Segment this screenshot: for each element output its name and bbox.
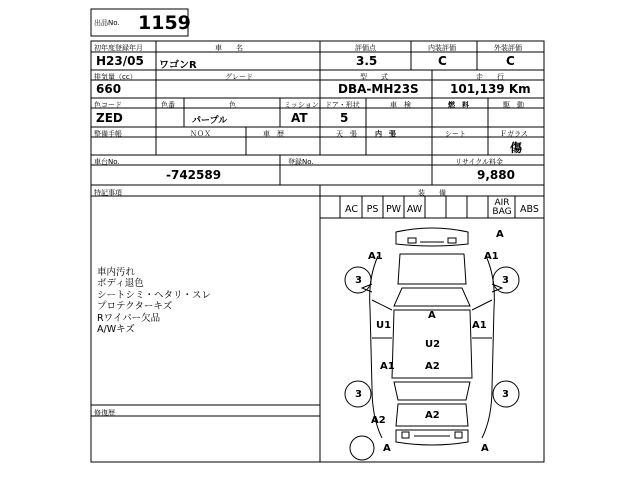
- equip-abs: ABS: [520, 204, 539, 215]
- drive-label: 駆 動: [503, 101, 524, 109]
- windshield-shape: [394, 288, 470, 306]
- equip-ac: AC: [345, 204, 358, 215]
- damage-tire-front-right: 3: [502, 275, 509, 286]
- lot-label: 出品No.: [94, 19, 120, 27]
- interior-trim-label: 内 張: [375, 130, 396, 138]
- reg-label: 登録No.: [288, 158, 314, 166]
- damage-tire-rear-right: 3: [502, 389, 509, 400]
- right-side-shape: [482, 256, 494, 438]
- note-line: 車内汚れ: [97, 267, 136, 278]
- note-line: Rワイパー欠品: [97, 312, 161, 324]
- damage-front-right: A1: [484, 251, 499, 262]
- front-light-right: [448, 238, 456, 243]
- mileage-label: 走 行: [476, 73, 504, 81]
- notes-list: [97, 267, 211, 335]
- first-reg-value: H23/05: [96, 54, 144, 68]
- fuel-label: 燃 料: [448, 101, 469, 109]
- recycle-value: 9,880: [477, 168, 515, 182]
- damage-tire-rear-left: 3: [355, 389, 362, 400]
- score-label: 評価点: [355, 44, 376, 52]
- front-light-left: [408, 238, 416, 243]
- damage-rear-left-quarter: A2: [371, 415, 386, 426]
- equip-ps: PS: [366, 204, 379, 215]
- displacement-label: 排気量（cc）: [94, 73, 137, 81]
- damage-left-front-door: U1: [376, 320, 392, 331]
- recycle-label: リサイクル料金: [455, 158, 504, 166]
- car-name-label: 車 名: [215, 44, 243, 52]
- interior-score-label: 内装評価: [428, 44, 456, 52]
- left-side-shape: [370, 256, 382, 438]
- seat-label: シート: [445, 130, 466, 138]
- car-name-value: ワゴンR: [159, 60, 197, 71]
- first-reg-label: 初年度登録年月: [94, 44, 143, 52]
- note-line: プロテクターキズ: [97, 301, 173, 313]
- doors-value: 5: [340, 111, 349, 125]
- damage-right-front-door: A1: [472, 320, 487, 331]
- chassis-value: -742589: [166, 168, 222, 182]
- fglass-value: 傷: [510, 141, 523, 155]
- inspection-label: 車 検: [390, 101, 411, 109]
- damage-left-rear: A1: [380, 361, 395, 372]
- color-code-value: ZED: [96, 111, 123, 125]
- interior-score-value: C: [438, 54, 447, 68]
- equip-airbag: AIR BAG: [492, 198, 512, 217]
- damage-rear-bumper-left: A: [383, 443, 391, 454]
- chassis-label: 車台No.: [94, 158, 120, 166]
- lot-number: 1159: [138, 12, 191, 34]
- grade-label: グレード: [225, 73, 253, 81]
- color-label: 色: [229, 101, 236, 109]
- note-line: A/Wキズ: [97, 324, 135, 336]
- color-no-label: 色番: [161, 101, 175, 109]
- damage-front-bumper: A: [496, 229, 504, 240]
- transmission-label: ミッション: [284, 101, 319, 109]
- doors-label: ドア・形状: [325, 101, 360, 109]
- color-value: パープル: [192, 116, 228, 126]
- damage-roof-rear: U2: [425, 339, 441, 350]
- model-label: 型 式: [360, 73, 388, 81]
- mileage-value: 101,139 Km: [450, 82, 531, 96]
- equip-aw: AW: [406, 204, 423, 215]
- model-value: DBA-MH23S: [338, 82, 419, 96]
- damage-rear-center: A2: [425, 361, 440, 372]
- nox-label: ＮＯＸ: [190, 130, 211, 138]
- sunroof-label: 天 張: [336, 130, 357, 138]
- notes-label: 特記事項: [94, 189, 122, 197]
- damage-front-left: A1: [368, 251, 383, 262]
- hood-shape: [398, 254, 466, 284]
- rear-window-shape: [394, 382, 470, 400]
- displacement-value: 660: [96, 82, 122, 96]
- damage-back-door: A2: [425, 410, 440, 421]
- history-label: 車 歴: [263, 130, 284, 138]
- damage-roof: A: [428, 310, 436, 321]
- color-code-label: 色コード: [94, 101, 122, 109]
- exterior-score-value: C: [506, 54, 515, 68]
- note-line: ボディ退色: [97, 278, 144, 290]
- equipment-label: 装 備: [418, 189, 446, 197]
- score-value: 3.5: [356, 54, 378, 68]
- front-bumper-shape: [396, 228, 468, 246]
- fglass-label: Ｆガラス: [500, 130, 528, 138]
- note-line: シートシミ・ヘタリ・スレ: [97, 289, 212, 301]
- exterior-score-label: 外装評価: [494, 44, 522, 52]
- transmission-value: AT: [291, 111, 308, 125]
- damage-rear-bumper-right: A: [481, 443, 489, 454]
- repair-history-label: 修復歴: [94, 409, 115, 417]
- damage-tire-front-left: 3: [355, 275, 362, 286]
- equip-pw: PW: [385, 204, 402, 215]
- spare-tire-shape: [350, 436, 374, 460]
- manual-label: 整備手帳: [94, 130, 122, 138]
